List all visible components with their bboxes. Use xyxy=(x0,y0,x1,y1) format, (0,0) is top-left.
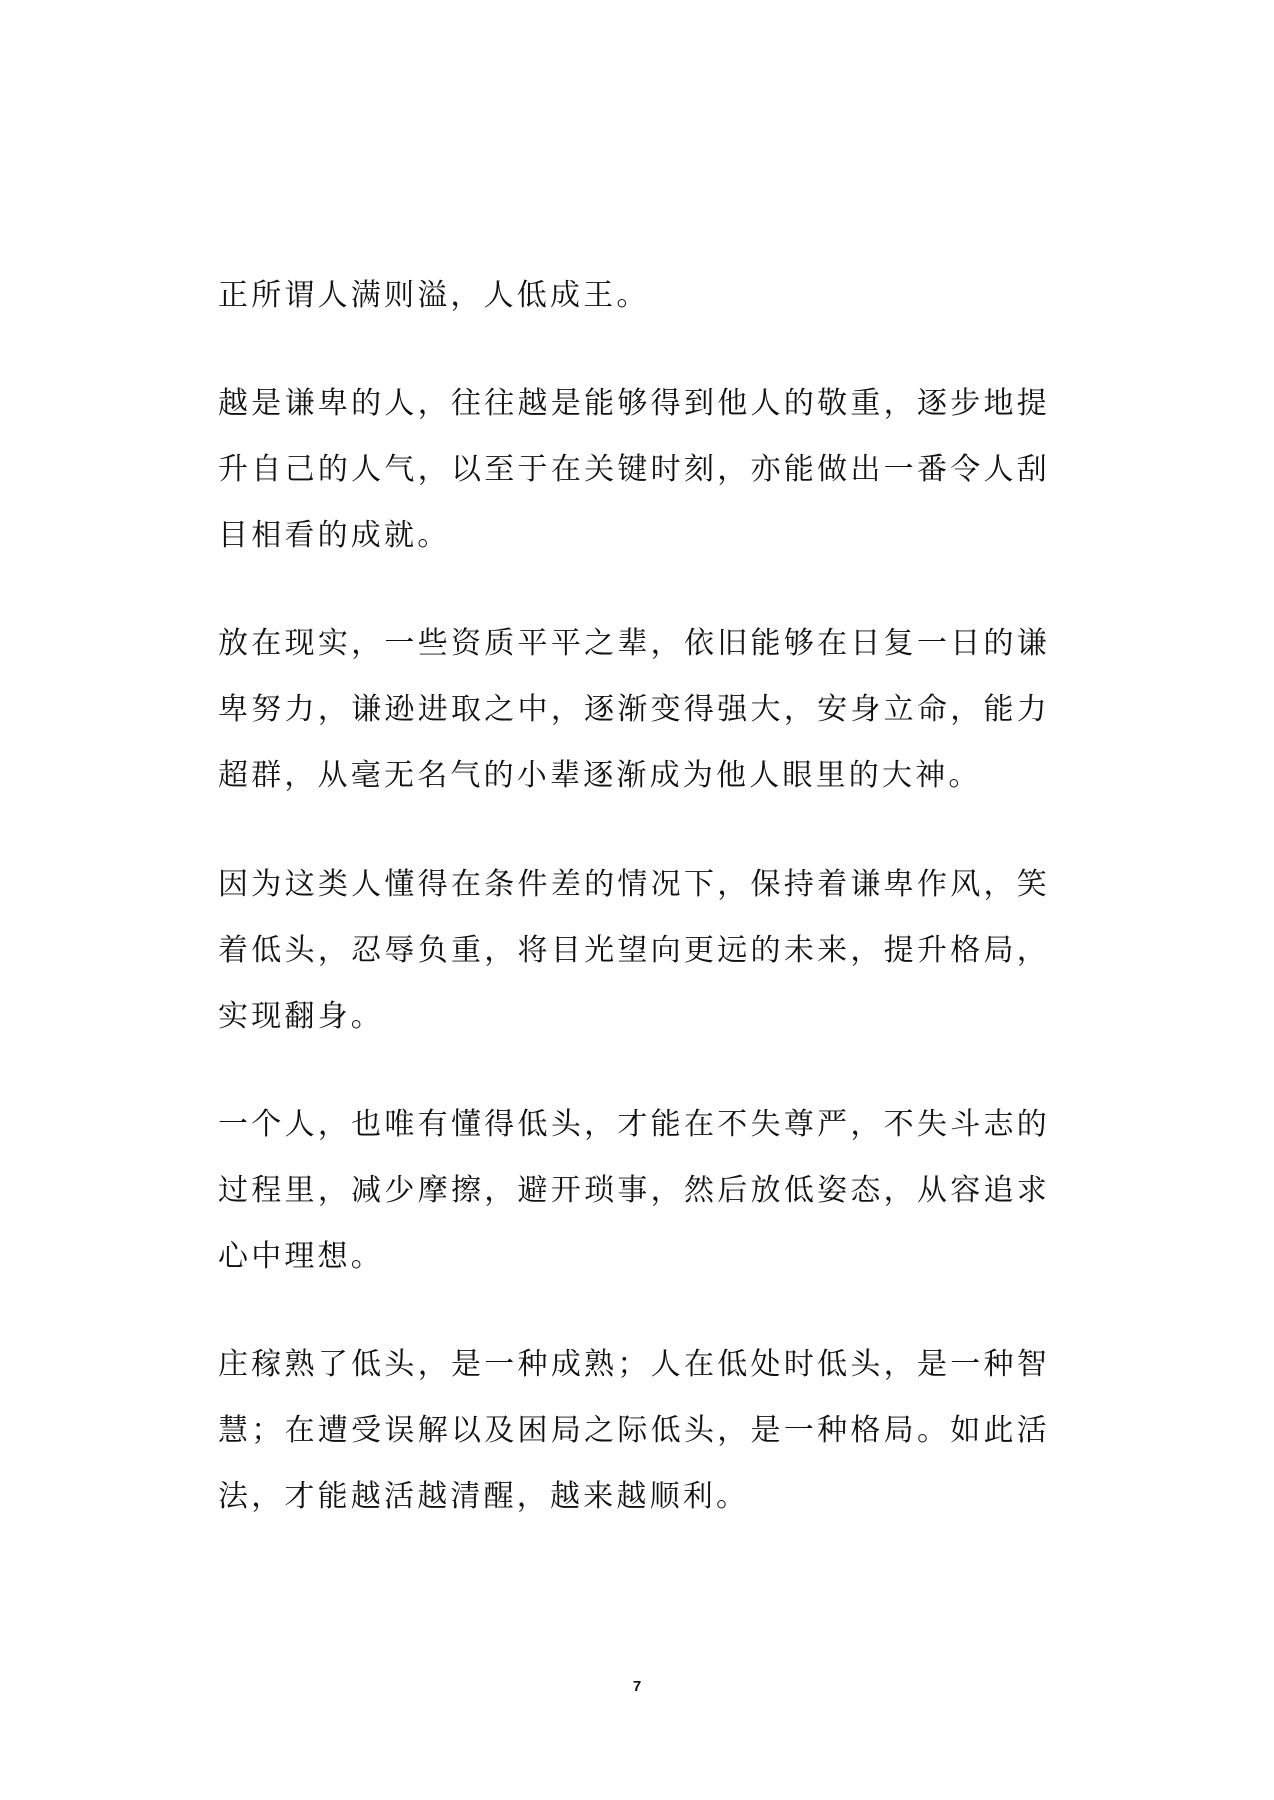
paragraph-4-line-1: 因为这类人懂得在条件差的情况下，保持着谦卑作风，笑 xyxy=(218,867,1050,902)
paragraph-4-line-2: 着低头，忍辱负重，将目光望向更远的未来，提升格局， xyxy=(218,933,1050,968)
paragraph-1-line-1: 正所谓人满则溢，人低成王。 xyxy=(218,278,650,313)
paragraph-2-line-2: 升自己的人气，以至于在关键时刻，亦能做出一番令人刮 xyxy=(218,452,1050,487)
paragraph-6-line-1: 庄稼熟了低头，是一种成熟；人在低处时低头，是一种智 xyxy=(218,1347,1050,1382)
page-number: 7 xyxy=(632,1678,642,1695)
paragraph-3-line-1: 放在现实，一些资质平平之辈，依旧能够在日复一日的谦 xyxy=(218,626,1050,661)
paragraph-4-line-3: 实现翻身。 xyxy=(218,999,384,1034)
paragraph-5-line-1: 一个人，也唯有懂得低头，才能在不失尊严，不失斗志的 xyxy=(218,1107,1050,1142)
paragraph-3-line-3: 超群，从毫无名气的小辈逐渐成为他人眼里的大神。 xyxy=(218,758,982,793)
paragraph-3-line-2: 卑努力，谦逊进取之中，逐渐变得强大，安身立命，能力 xyxy=(218,692,1050,727)
paragraph-2-line-1: 越是谦卑的人，往往越是能够得到他人的敬重，逐步地提 xyxy=(218,386,1050,421)
paragraph-6-line-2: 慧；在遭受误解以及困局之际低头，是一种格局。如此活 xyxy=(218,1413,1050,1448)
paragraph-5-line-3: 心中理想。 xyxy=(218,1239,384,1274)
paragraph-5-line-2: 过程里，减少摩擦，避开琐事，然后放低姿态，从容追求 xyxy=(218,1173,1050,1208)
paragraph-2-line-3: 目相看的成就。 xyxy=(218,518,451,553)
paragraph-6-line-3: 法，才能越活越清醒，越来越顺利。 xyxy=(218,1479,750,1514)
